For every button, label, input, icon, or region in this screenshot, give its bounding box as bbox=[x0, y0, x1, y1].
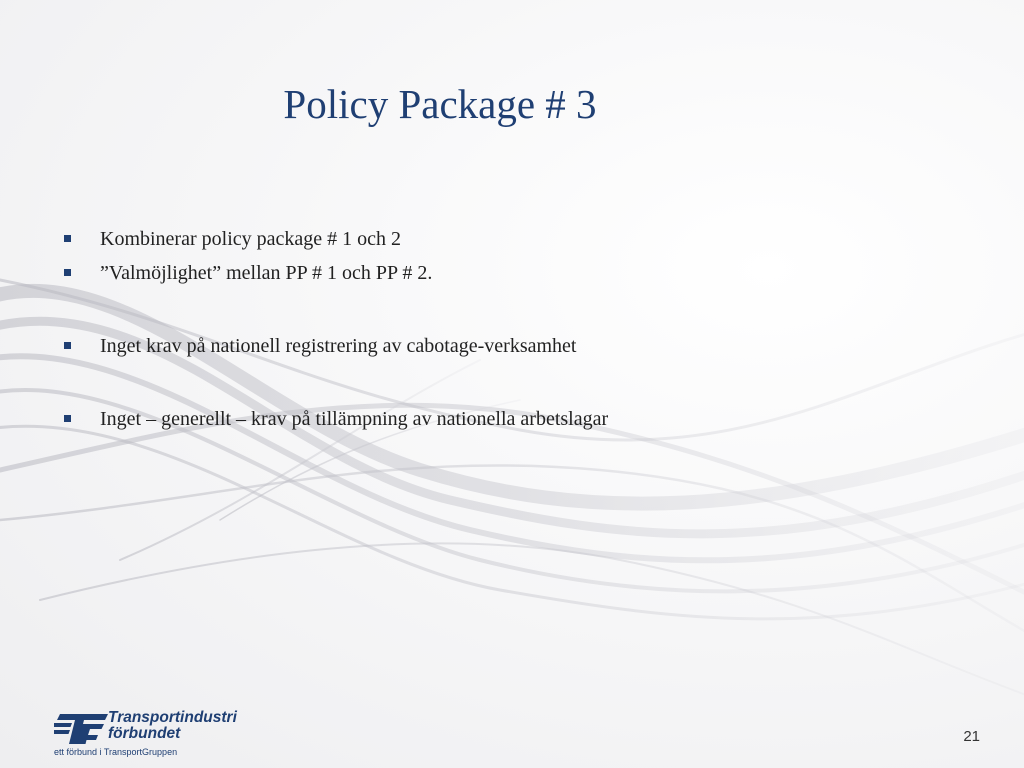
bullet-item bbox=[62, 402, 962, 436]
bullet-text: Inget – generellt – krav på tillämpning av nationella arbetslagar bbox=[100, 408, 609, 430]
square-bullet-icon bbox=[64, 269, 71, 276]
tf-logo-icon bbox=[54, 712, 110, 746]
bullet-text: Kombinerar policy package # 1 och 2 bbox=[100, 228, 402, 250]
bullet-item bbox=[62, 256, 962, 290]
logo-name-line1: Transportindustri bbox=[108, 709, 237, 726]
page-number: 21 bbox=[963, 728, 980, 745]
bullet-text: ”Valmöjlighet” mellan PP # 1 och PP # 2. bbox=[100, 262, 433, 284]
organization-logo bbox=[54, 708, 284, 764]
square-bullet-icon bbox=[64, 235, 71, 242]
square-bullet-icon bbox=[64, 415, 71, 422]
square-bullet-icon bbox=[64, 342, 71, 349]
bullet-list bbox=[62, 222, 962, 436]
slide-title: Policy Package # 3 bbox=[283, 81, 597, 127]
logo-name-line2: förbundet bbox=[108, 725, 181, 742]
logo-name bbox=[108, 710, 288, 742]
bullet-item bbox=[62, 329, 962, 363]
logo-tagline: ett förbund i TransportGruppen bbox=[54, 747, 178, 757]
bullet-item bbox=[62, 222, 962, 256]
bullet-text: Inget krav på nationell registrering av cabotage-verksamhet bbox=[100, 335, 577, 357]
